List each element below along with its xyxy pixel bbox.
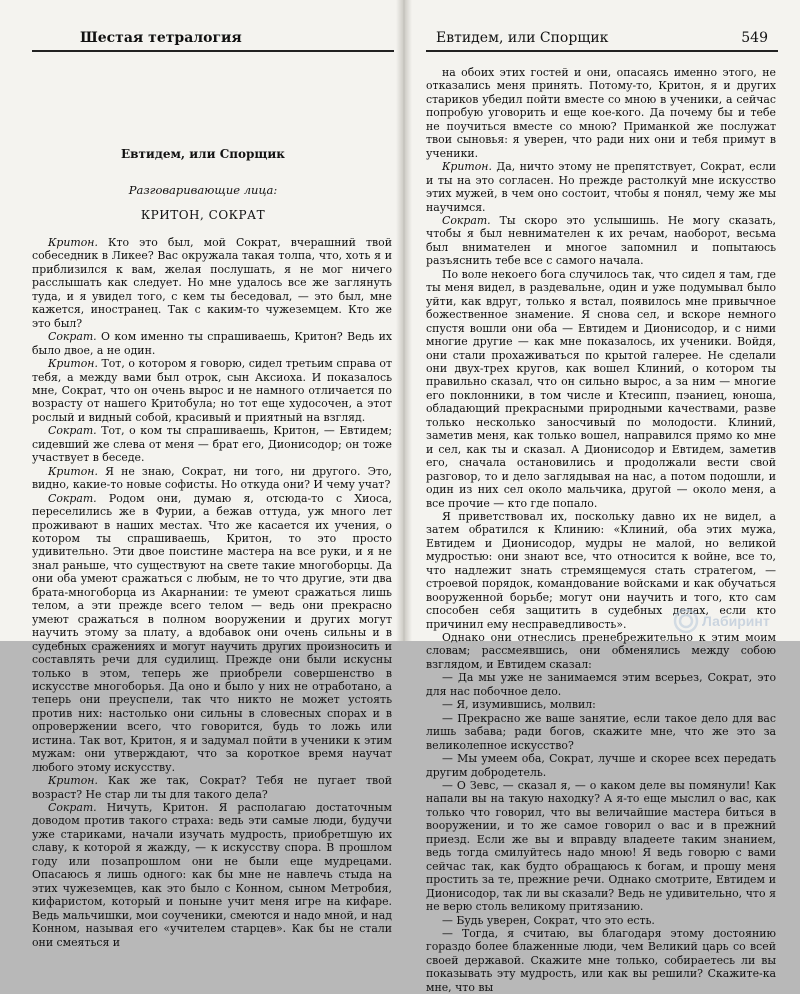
speaker-name: Критон. [48,236,98,249]
labirint-logo-icon [675,610,697,632]
speaker-name: Критон. [48,357,98,371]
paragraph [32,465,392,492]
characters-line: КРИТОН, СОКРАТ [140,208,266,222]
paragraph [32,330,392,357]
paragraph [426,779,776,914]
paragraph-text: — Да мы уже не занимаемся этим всерьез, Сократ, это для нас побочное дело. [426,671,776,698]
speaker-name: Сократ. [48,801,97,815]
paragraph-text: Тот, о котором я говорю, сидел третьим справа от тебя, а между вами был отрок, сын Аксиоха. И показалось мне, Сократ, что он очень вырос и не намного отличается по возрасту от нашего Критобула; но тот еще худосочен, а этот рослый и видный собой, красивый и приятный на взгляд. [32,357,392,424]
paragraph [426,712,776,752]
paragraph [426,214,776,268]
paragraph-text: — Будь уверен, Сократ, что это есть. [442,913,655,927]
paragraph-text: — Мы умеем оба, Сократ, лучше и скорее всех передать другим добродетель. [426,752,776,779]
paragraph-text: Ничуть, Критон. Я располагаю достаточным доводом против такого страха: ведь эти самые люди, будучи уже стариками, начали изучать мудрость, приобретшую их славу, к которой я жажду, — к искусству спора. В прошлом году или позапрошлом они не были еще мудрецами. Опасаюсь я лишь одного: как бы мне не навлечь стыда на этих чужеземцев, как это было с Конном, сыном Метробия, кифаристом, который и поныне учит меня игре на кифаре. Ведь мальчишки, мои соученики, смеются и надо мной, и над Конном, называя его «учителем старцев». Как бы не стали они смеяться и [32,801,392,949]
right-page [418,0,790,994]
paragraph [426,268,776,510]
paragraph [32,801,392,949]
page-number: 549 [741,30,768,46]
speaker-name: Сократ. [48,491,97,505]
paragraph-text: Кто это был, мой Сократ, вчерашний твой собеседник в Ликее? Вас окружала такая толпа, что, хоть я и приблизился к вам, желая послушать, я не мог ничего расслышать как следует. Но мне удалось все же заглянуть туда, и я увидел того, с кем ты беседовал, — это был, мне кажется, иностранец. Так с каким-то чужеземцем. Кто же это был? [32,236,392,330]
paragraph [426,927,776,994]
paragraph-text: Родом они, думаю я, отсюда-то с Хиоса, переселились же в Фурии, а бежав оттуда, уж много лет проживают в наших местах. Что же касается их учения, о котором ты спрашиваешь, Критон, то это просто удивительно. Эти двое поистине мастера на все руки, и я не знал раньше, что существуют на свете такие многоборцы. Да они оба умеют сражаться с любым, не то что другие, эти два брата-многоборца из Акарнании: те умеют сражаться лишь телом, а эти прежде всего телом — ведь они прекрасно умеют сражаться в полном вооружении и других могут научить этому за плату, а вдобавок они очень сильны и в судебных сражениях и могут научить других произносить и составлять речи для судилищ. Прежде они были искусны только в этом, теперь же приобрели совершенство в искусстве многоборья. Да оно и было у них не отработано, а теперь они преуспели, так что никто не может устоять против них: настолько они сильны в словесных спорах и в опровержении всего, что говорится, будь то ложь или истина. Так вот, Критон, я и задумал пойти в ученики к этим мужам: они утверждают, что за короткое время научат любого этому искусству. [32,491,392,774]
paragraph-text: Ты скоро это услышишь. Не могу сказать, чтобы я был невнимателен к их речам, наоборот, весьма был внимателен и многое запомнил и попытаюсь разъяснить тебе все с самого начала. [426,213,776,268]
left-running-header: Шестая тетралогия [80,30,242,46]
speaker-name: Сократ. [48,330,97,344]
right-header-rule [426,50,778,52]
paragraph [32,357,392,424]
paragraph-text: Однако они отнеслись пренебрежительно к этим моим словам; рассмеявшись, они обменялись между собою взглядом, и Евтидем сказал: [426,631,776,671]
paragraph [426,66,776,160]
paragraph-text: Я не знаю, Сократ, ни того, ни другого. Это, видно, какие-то новые софисты. Но откуда они? И чему учат? [32,464,392,492]
paragraph-text: Тот, о ком ты спрашиваешь, Критон, — Евтидем; сидевший же слева от меня — брат его, Дионисодор; он тоже участвует в беседе. [32,424,392,465]
paragraph [32,492,392,775]
right-body-text [426,66,776,994]
paragraph [426,752,776,779]
speaker-name: Сократ. [48,424,97,438]
paragraph [426,698,776,711]
left-page [10,0,396,949]
paragraph-text: Как же так, Сократ? Тебя не пугает твой возраст? Не стар ли ты для такого дела? [32,774,392,801]
paragraph [426,631,776,671]
paragraph-text: Я приветствовал их, поскольку давно их не видел, а затем обратился к Клинию: «Клиний, оба этих мужа, Евтидем и Дионисодор, мудры не малой, но великой мудростью: они знают все, что относится к войне, все то, что надлежит знать стремящемуся стать стратегом, — строевой порядок, командование войсками и как обучаться вооруженной борьбе; могут они научить и того, кто сам способен себя защитить в судебных делах, если кто причинил ему несправедливость». [426,509,776,631]
left-body-text [32,236,392,949]
watermark-label: Лабиринт [702,613,770,629]
dramatis-label: Разговаривающие лица: [128,183,278,197]
paragraph-text: — Прекрасно же ваше занятие, если такое дело для вас лишь забава; ради богов, скажите мне, что же это за великолепное искусство? [426,711,776,752]
speaker-name: Сократ. [442,213,491,227]
book-gutter [396,0,412,641]
paragraph-text: О ком именно ты спрашиваешь, Критон? Ведь их было двое, а не один. [32,330,392,357]
speaker-name: Критон. [48,774,98,788]
paragraph [32,774,392,801]
left-header-rule [32,50,394,52]
paragraph-text: — О Зевс, — сказал я, — о каком деле вы помянули! Как напали вы на такую находку? А я-то еще мыслил о вас, как только что говорил, что вы величайшие мастера биться в вооружении, и то же самое говорил о вас и в прежний приезд. Если же вы и вправду владеете таким знанием, ведь тогда смилуйтесь надо мною! Я ведь говорю с вами сейчас так, как будто обращаюсь к богам, и прошу меня простить за те, прежние речи. Однако смотрите, Евтидем и Дионисодор, так ли вы сказали? Ведь не удивительно, что я не верю столь великому притязанию. [426,779,776,914]
paragraph-text: Да, ничто этому не препятствует, Сократ, если и ты на это согласен. Но прежде растолкуй мне искусство этих мужей, в чем оно состоит, чтобы я понял, чему же мы научимся. [426,160,776,214]
speaker-name: Критон. [442,160,492,174]
labirint-watermark [672,607,790,635]
paragraph [32,236,392,330]
dialogue-title: Евтидем, или Спорщик [121,147,285,161]
paragraph [426,671,776,698]
paragraph [426,160,776,214]
paragraph [426,914,776,927]
paragraph-text: — Я, изумившись, молвил: [442,698,596,712]
paragraph [32,424,392,464]
paragraph-text: По воле некоего бога случилось так, что сидел я там, где ты меня видел, в раздевальне, один и уже подумывал было уйти, как вдруг, только я встал, появилось мне привычное божественное знамение. Я снова сел, и вскоре немного спустя вошли они оба — Евтидем и Дионисодор, и с ними многие другие — как мне показалось, их ученики. Войдя, они стали прохаживаться по крытой галерее. Не сделали они двух-трех кругов, как вошел Клиний, о котором ты правильно сказал, что он сильно вырос, а за ним — многие его поклонники, в том числе и Ктесипп, пэаниец, юноша, обладающий прекрасными природными качествами, разве только несколько заносчивый по молодости. Клиний, заметив меня, как только вошел, направился прямо ко мне и сел, как ты и сказал. А Дионисодор и Евтидем, заметив его, сначала остановились и продолжали вести свой разговор, то и дело заглядывая на нас, а потом подошли, и один из них сел около мальчика, другой — около меня, а все прочие — кто где попало. [426,267,776,510]
paragraph-text: — Тогда, я считаю, вы благодаря этому достоянию гораздо более блаженные люди, чем Великий царь со всей своей державой. Скажите мне только, собираетесь ли вы показывать эту мудрость, или как вы решили? Скажите-ка мне, что вы [426,927,776,994]
paragraph-text: на обоих этих гостей и они, опасаясь именно этого, не отказались меня принять. Потому-то, Критон, я и других стариков убедил пойти вместе со мною в ученики, а сейчас попробую уговорить и еще кое-кого. Да почему бы и тебе не поучиться вместе со мною? Приманкой же послужат твои сыновья: я уверен, что ради них они и тебя примут в ученики. [426,66,776,160]
right-running-header: Евтидем, или Спорщик [436,30,609,46]
speaker-name: Критон. [48,464,98,478]
